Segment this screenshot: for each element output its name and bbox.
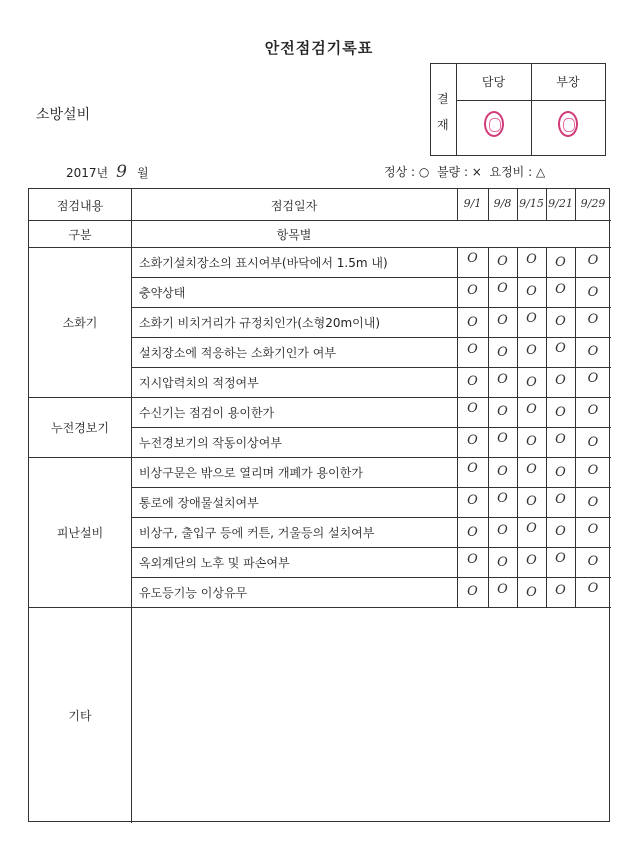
check-mark: O — [526, 585, 537, 600]
check-mark: O — [587, 495, 599, 510]
check-mark: O — [587, 581, 599, 596]
column-divider — [546, 247, 547, 607]
year-label: 2017년 — [66, 166, 109, 180]
check-item-label: 수신기는 점검이 용이한가 — [139, 406, 275, 420]
check-item-label: 통로에 장애물설치여부 — [139, 496, 259, 510]
check-item-label: 설치장소에 적응하는 소화기인가 여부 — [139, 346, 336, 360]
check-mark: O — [467, 525, 478, 540]
inspection-table — [28, 188, 610, 822]
inspection-date: 9/21 — [548, 197, 573, 210]
check-mark: O — [526, 494, 537, 509]
row-divider — [131, 307, 611, 308]
row-divider — [131, 487, 611, 488]
check-mark: O — [555, 492, 566, 507]
check-item-label: 누전경보기의 작동이상여부 — [139, 436, 282, 450]
approval-label-top: 결 — [437, 92, 449, 106]
row-divider — [29, 397, 611, 398]
check-mark: O — [526, 521, 537, 536]
check-mark: O — [497, 431, 508, 446]
row-divider — [131, 517, 611, 518]
approval-box — [430, 63, 606, 156]
column-divider — [488, 189, 489, 220]
page-title: 안전점검기록표 — [264, 39, 374, 57]
check-mark: O — [497, 404, 508, 419]
check-item-label: 옥외계단의 노후 및 파손여부 — [139, 556, 290, 570]
column-divider — [546, 189, 547, 220]
approval-column-manager — [456, 64, 532, 155]
header-date-label: 점검일자 — [270, 199, 318, 213]
check-item-label: 소화기 비치거리가 규정치인가(소형20m이내) — [139, 316, 381, 330]
check-mark: O — [497, 555, 508, 570]
check-mark: O — [467, 283, 478, 298]
column-divider — [517, 247, 518, 607]
check-mark: O — [497, 582, 508, 597]
check-mark: O — [555, 583, 566, 598]
row-divider — [29, 247, 611, 248]
check-mark: O — [526, 553, 537, 568]
check-mark: O — [587, 522, 599, 537]
check-mark: O — [467, 552, 478, 567]
row-divider — [29, 220, 611, 221]
row-divider — [29, 607, 611, 608]
legend: 정상 : ○ 불량 : × 요정비 : △ — [384, 165, 546, 179]
check-mark: O — [587, 403, 599, 418]
check-mark: O — [497, 345, 508, 360]
approval-label-bottom: 재 — [437, 118, 449, 132]
check-mark: O — [467, 315, 478, 330]
inspection-date: 9/1 — [463, 197, 482, 210]
check-mark: O — [467, 374, 478, 389]
column-divider — [457, 189, 458, 220]
column-divider — [517, 189, 518, 220]
row-divider — [29, 457, 611, 458]
inspection-date: 9/8 — [493, 197, 512, 210]
row-divider — [131, 367, 611, 368]
check-mark: O — [555, 282, 566, 297]
header-content-label: 점검내용 — [56, 199, 104, 213]
month-label: 월 — [136, 166, 149, 180]
check-mark: O — [467, 251, 478, 266]
check-mark: O — [497, 372, 508, 387]
month-value: 9 — [116, 162, 127, 182]
check-mark: O — [467, 584, 478, 599]
check-mark: O — [555, 551, 566, 566]
check-mark: O — [497, 281, 508, 296]
check-mark: O — [555, 405, 566, 420]
column-divider — [575, 189, 576, 220]
column-divider — [575, 247, 576, 607]
check-mark: O — [497, 491, 508, 506]
check-mark: O — [467, 461, 478, 476]
sub-category-label: 구분 — [68, 228, 92, 242]
check-item-label: 소화기설치장소의 표시여부(바닥에서 1.5m 내) — [139, 256, 388, 270]
check-mark: O — [587, 554, 599, 569]
check-mark: O — [555, 373, 566, 388]
approval-header-director: 부장 — [531, 64, 605, 101]
check-mark: O — [526, 343, 537, 358]
check-mark: O — [587, 435, 599, 450]
check-mark: O — [587, 285, 599, 300]
check-mark: O — [467, 493, 478, 508]
check-mark: O — [587, 371, 599, 386]
approval-header-manager: 담당 — [456, 64, 531, 101]
check-mark: O — [555, 465, 566, 480]
check-mark: O — [497, 523, 508, 538]
check-mark: O — [587, 312, 599, 327]
sub-item-label: 항목별 — [276, 228, 312, 242]
check-mark: O — [555, 432, 566, 447]
check-mark: O — [497, 464, 508, 479]
check-mark: O — [526, 284, 537, 299]
check-mark: O — [467, 401, 478, 416]
check-item-label: 지시압력치의 적정여부 — [139, 376, 259, 390]
approval-label-column — [431, 64, 457, 155]
check-mark: O — [587, 344, 599, 359]
column-divider — [488, 247, 489, 607]
check-mark: O — [497, 254, 508, 269]
manager-seal-stamp — [484, 111, 504, 137]
check-mark: O — [555, 341, 566, 356]
check-item-label: 비상구, 출입구 등에 커튼, 거울등의 설치여부 — [139, 526, 375, 540]
column-divider — [131, 189, 132, 823]
check-mark: O — [555, 255, 566, 270]
check-mark: O — [467, 342, 478, 357]
inspection-date: 9/15 — [519, 197, 544, 210]
director-seal-stamp — [558, 111, 578, 137]
check-item-label: 비상구문은 밖으로 열리며 개폐가 용이한가 — [139, 466, 363, 480]
row-divider — [131, 337, 611, 338]
row-divider — [131, 577, 611, 578]
row-divider — [131, 547, 611, 548]
check-mark: O — [526, 402, 537, 417]
check-mark: O — [555, 314, 566, 329]
check-mark: O — [526, 375, 537, 390]
inspection-date: 9/29 — [580, 197, 606, 210]
check-mark: O — [497, 313, 508, 328]
check-mark: O — [467, 433, 478, 448]
check-mark: O — [587, 463, 599, 478]
row-divider — [131, 427, 611, 428]
check-mark: O — [526, 434, 537, 449]
category-label: 소방설비 — [36, 107, 91, 123]
check-mark: O — [526, 311, 537, 326]
check-mark: O — [555, 524, 566, 539]
other-label: 기타 — [68, 709, 92, 723]
check-mark: O — [587, 253, 599, 268]
column-divider — [457, 247, 458, 607]
check-mark: O — [526, 462, 537, 477]
group-name: 누전경보기 — [51, 421, 109, 435]
approval-column-director — [531, 64, 605, 155]
check-mark: O — [526, 252, 537, 267]
check-item-label: 충약상태 — [139, 286, 186, 300]
group-name: 소화기 — [62, 316, 98, 330]
group-name: 피난설비 — [56, 526, 104, 540]
row-divider — [131, 277, 611, 278]
inspection-month — [66, 162, 149, 182]
check-item-label: 유도등기능 이상유무 — [139, 586, 248, 600]
